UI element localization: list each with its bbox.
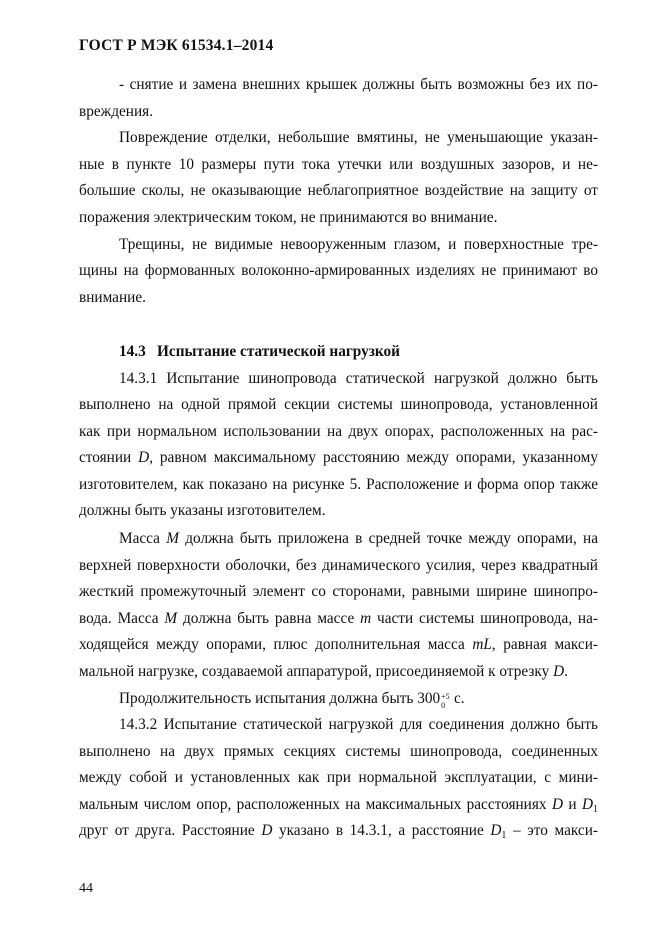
text-line: между собой и установленных как при нормальной эксплуатации, с мини- — [79, 769, 598, 786]
variable: D — [551, 796, 563, 813]
variable: M — [166, 530, 179, 547]
section-number: 14.3 — [119, 343, 146, 360]
section-heading — [119, 342, 400, 362]
text-line: внимание. — [79, 289, 146, 306]
page-number: 44 — [79, 881, 93, 896]
text-line: выполнено на одной прямой секции системы шинопровода, установленной — [79, 396, 598, 413]
text-line: мальной нагрузке, создаваемой аппаратурой, присоединяемой к отрезку D. — [79, 663, 568, 680]
document-header: ГОСТ Р МЭК 61534.1–2014 — [79, 37, 274, 54]
text-line: стоянии D, равном максимальному расстоянию между опорами, указанному — [79, 449, 598, 466]
text-line: Трещины, не видимые невооруженным глазом, и поверхностные тре- — [119, 236, 598, 253]
text-line: поражения электрическим током, не принимаются во внимание. — [79, 209, 498, 226]
text-line: жесткий промежуточный элемент со сторонами, равными ширине шинопро- — [79, 583, 598, 600]
text-line: ходящейся между опорами, плюс дополнительная масса mL, равная макси- — [79, 636, 598, 653]
text-line: вода. Масса M должна быть равна массе m части системы шинопровода, на- — [79, 610, 599, 627]
text-line: 14.3.2 Испытание статической нагрузкой для соединения должно быть — [119, 716, 598, 733]
variable: D — [553, 663, 565, 680]
text-line: как при нормальном использовании на двух опорах, расположенных на рас- — [79, 423, 598, 440]
variable: mL — [472, 636, 492, 653]
tolerance: +5 0 — [441, 692, 450, 710]
text-line: щины на формованных волоконно-армированных изделиях не принимают во — [79, 262, 598, 279]
variable: m — [360, 610, 372, 627]
text-line: друг от друга. Расстояние D указано в 14.3.1, а расстояние $D_1$ – это макси- — [79, 822, 598, 841]
text-line: ные в пункте 10 размеры пути тока утечки или воздушных зазоров, и не- — [79, 156, 598, 173]
variable: D — [581, 796, 593, 813]
text-line: изготовителем, как показано на рисунке 5. Расположение и форма опор также — [79, 476, 598, 493]
text-line: Продолжительность испытания должна быть 300 +5 0 с. — [119, 690, 465, 710]
text-line: выполнено на двух прямых секциях системы шинопровода, соединенных — [79, 743, 598, 760]
text-line: верхней поверхности оболочки, без динамического усилия, через квадратный — [79, 557, 598, 574]
text-line: должны быть указаны изготовителем. — [79, 502, 326, 519]
section-title: Испытание статической нагрузкой — [157, 343, 400, 360]
variable: D — [138, 449, 150, 466]
text-line: мальным числом опор, расположенных на максимальных расстояниях D и $D_1$ — [79, 796, 598, 815]
text-line: Масса M должна быть приложена в средней точке между опорами, на — [119, 530, 598, 547]
text-line: большие сколы, не оказывающие неблагоприятное воздействие на защиту от — [79, 182, 598, 199]
text-line: вреждения. — [79, 103, 154, 120]
variable: D — [261, 822, 273, 839]
text-line: - снятие и замена внешних крышек должны быть возможны без их по- — [119, 76, 598, 93]
variable: D — [490, 822, 502, 839]
text-line: Повреждение отделки, небольшие вмятины, не уменьшающие указан- — [119, 129, 598, 146]
text-line: 14.3.1 Испытание шинопровода статической нагрузкой должно быть — [119, 370, 598, 387]
variable: M — [164, 610, 178, 627]
